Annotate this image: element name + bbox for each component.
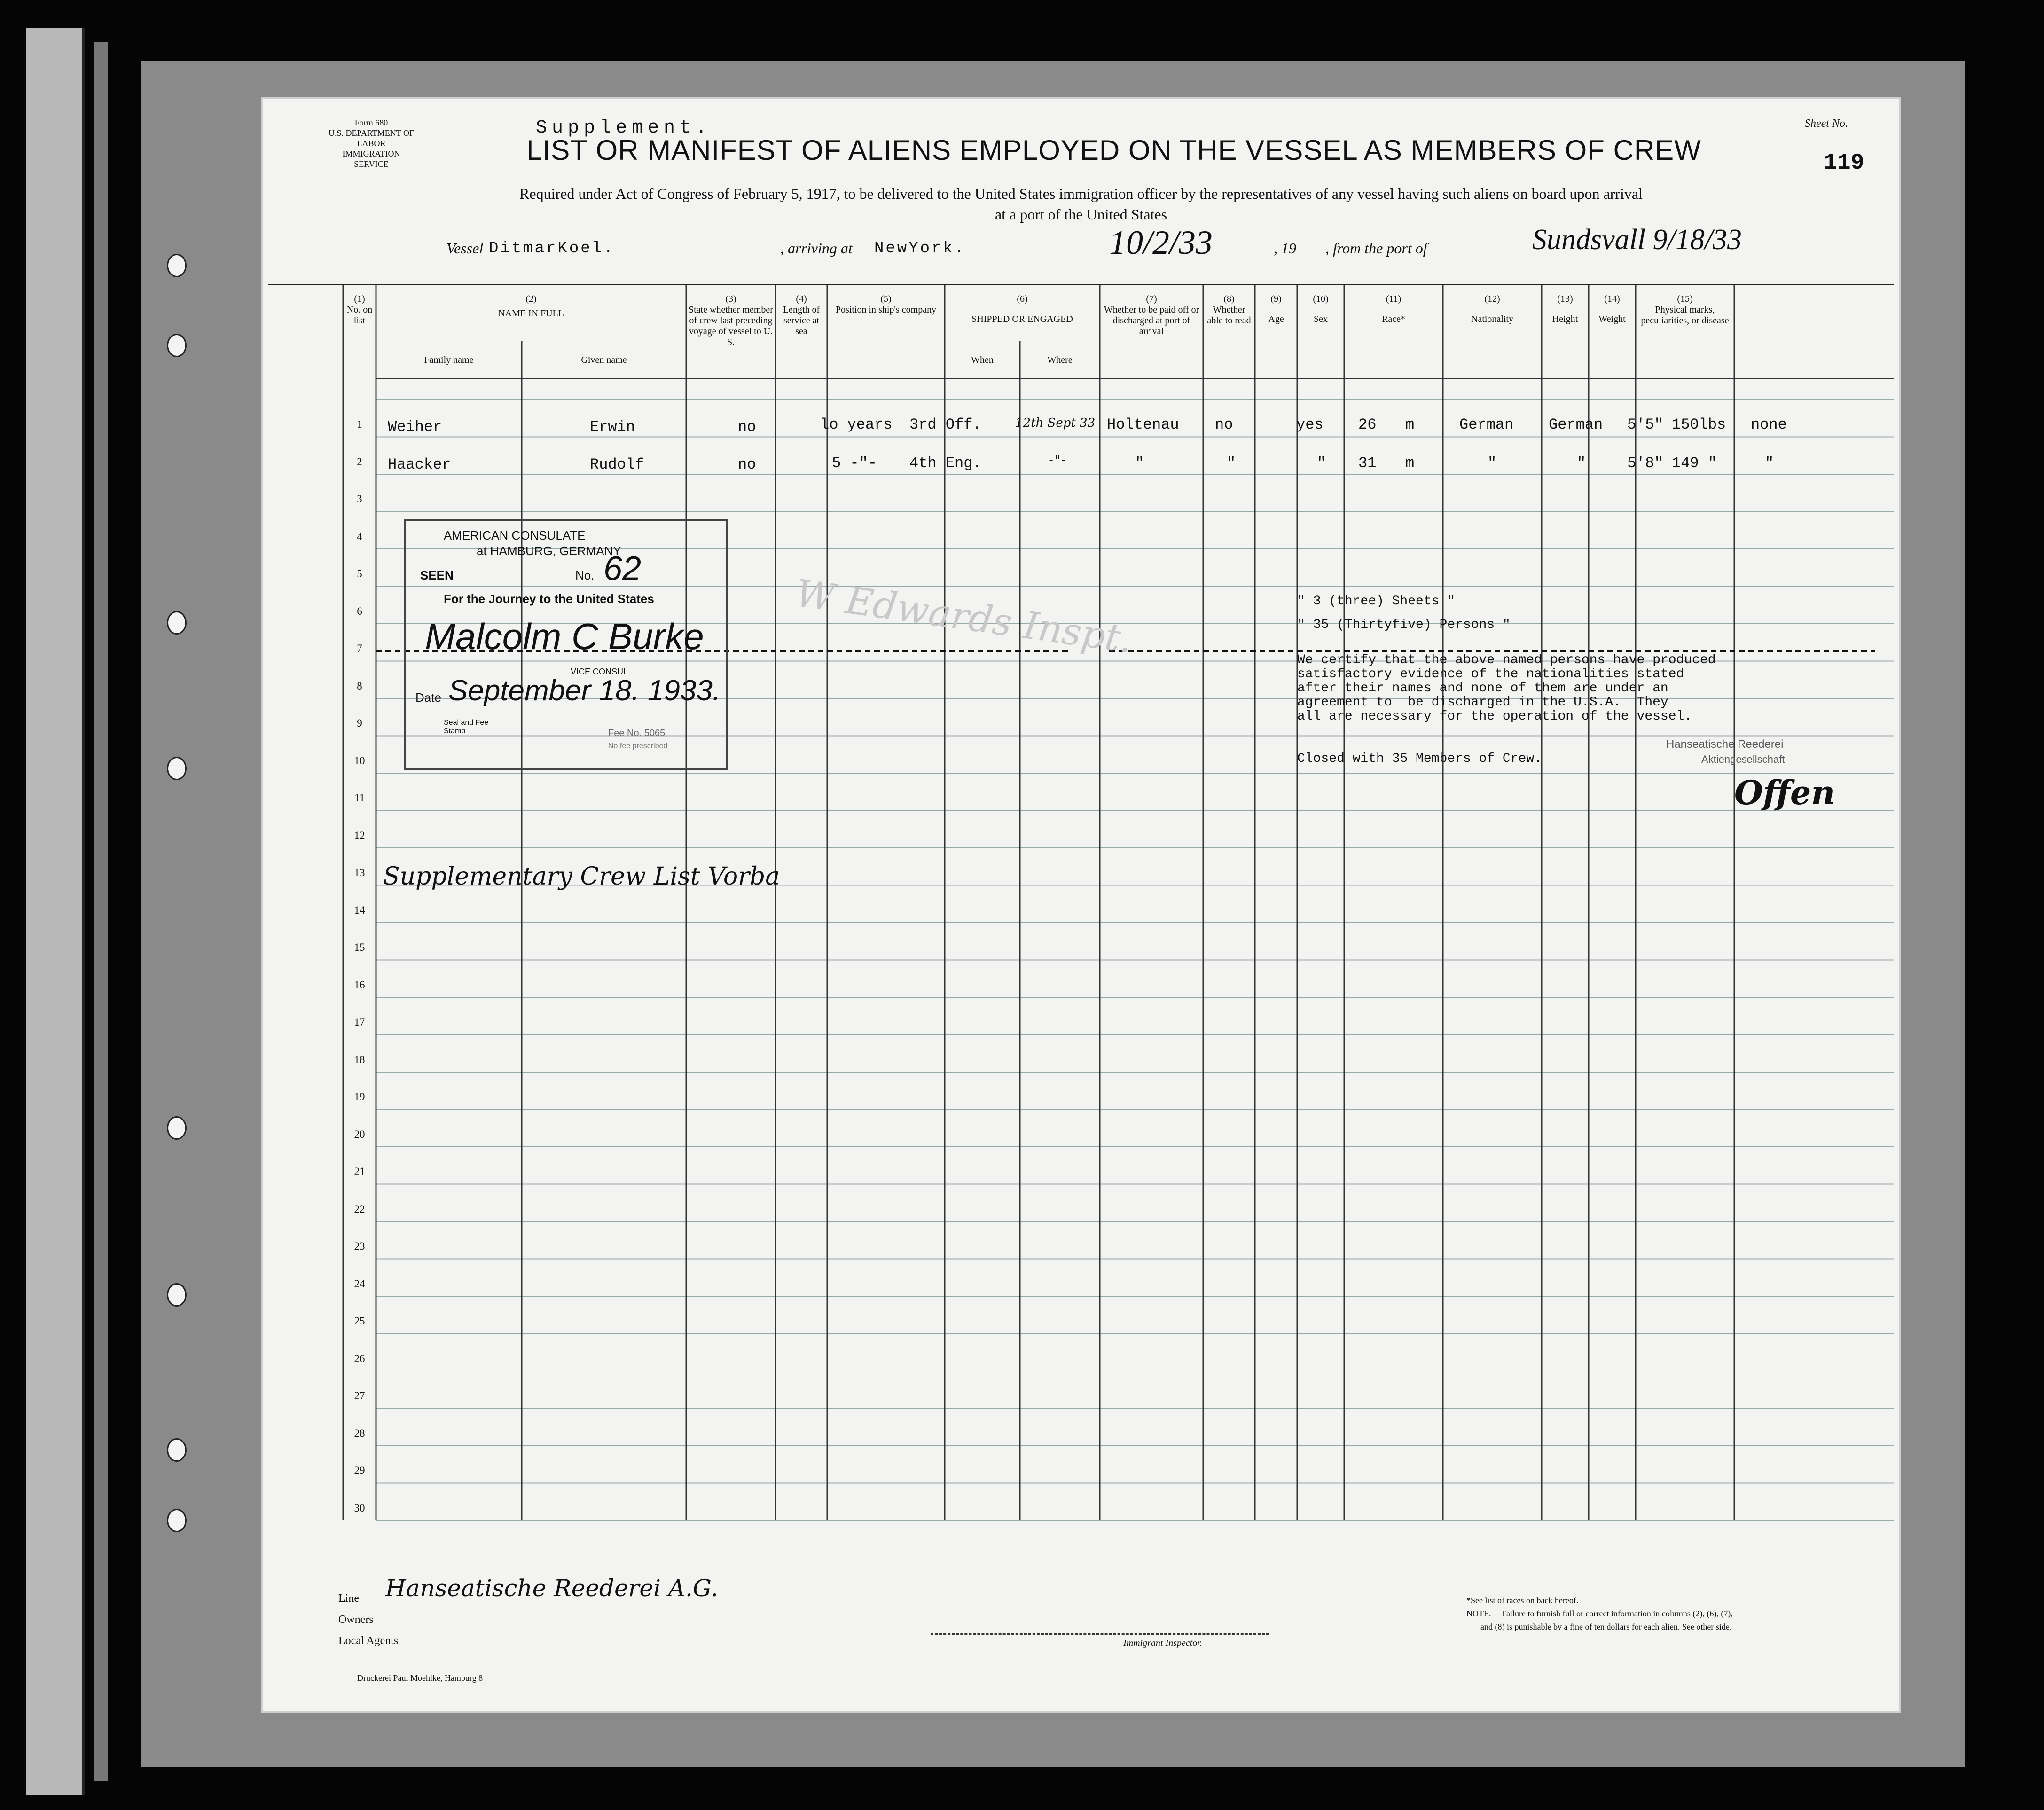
col-4-header: (4) Length of service at sea: [783, 294, 820, 337]
col-10-header: (10) Sex: [1313, 294, 1329, 324]
arrival-port: NewYork.: [874, 240, 966, 258]
from-port-label: , from the port of: [1325, 240, 1427, 257]
shipped-where: ": [1135, 454, 1144, 472]
company-signature: Offen: [1734, 773, 1835, 812]
year-suffix: , 19: [1274, 240, 1296, 257]
race: German: [1459, 416, 1514, 433]
department: U.S. DEPARTMENT OF LABOR: [329, 128, 414, 148]
immigrant-inspector-label: Immigrant Inspector.: [1123, 1638, 1202, 1648]
row-number: 14: [354, 904, 365, 916]
height: 5'5": [1627, 416, 1663, 433]
row-number: 24: [354, 1277, 365, 1290]
row-number: 18: [354, 1053, 365, 1066]
sheet-number: 119: [1824, 150, 1864, 176]
shipped-when: 12th Sept 33: [1015, 416, 1096, 430]
certification-line4: agreement to be discharged in the U.S.A. They: [1297, 695, 1668, 710]
row-number: 5: [357, 568, 362, 580]
age: 26: [1358, 416, 1377, 433]
col-1-header: (1) No. on list: [346, 294, 373, 326]
persons-count: " 35 (Thirtyfive) Persons ": [1297, 618, 1511, 632]
age: 31: [1358, 454, 1377, 472]
page-title: LIST OR MANIFEST OF ALIENS EMPLOYED ON THE VESSEL AS MEMBERS OF CREW: [526, 134, 1701, 166]
col-14-header: (14) Weight: [1598, 294, 1626, 324]
row-number: 4: [357, 530, 362, 542]
vessel-label: Vessel: [446, 240, 484, 257]
legal-requirement: [357, 183, 1805, 225]
inspector-signature-line: [931, 1633, 1269, 1635]
row-number: 7: [357, 643, 362, 654]
row-number: 11: [354, 792, 365, 804]
row-number: 30: [354, 1502, 365, 1514]
stamp-journey: For the Journey to the United States: [444, 592, 654, 606]
required-line2: at a port of the United States: [995, 206, 1167, 223]
company-stamp-line1: Hanseatische Reederei: [1666, 738, 1784, 751]
certification-line1: We certify that the above named persons have produced: [1297, 653, 1716, 667]
stamp-fee-note: No fee prescribed: [608, 742, 668, 750]
able-to-read: ": [1317, 454, 1326, 472]
when-header: When: [971, 355, 994, 365]
table-rules: [268, 284, 1894, 1579]
local-agents-label: Local Agents: [338, 1635, 399, 1647]
inspector-signature: W Edwards Inspt.: [793, 571, 1136, 662]
form-number: Form 680: [354, 118, 388, 127]
sheets-count: " 3 (three) Sheets ": [1297, 594, 1456, 609]
film-edge-strip: [94, 42, 108, 1781]
manifest-page: [263, 99, 1899, 1711]
row-number: 12: [354, 829, 365, 841]
col-12-header: (12) Nationality: [1471, 294, 1513, 324]
binder-hole: [167, 1509, 187, 1532]
last-voyage: no: [738, 456, 756, 473]
stamp-seen: SEEN: [420, 568, 454, 582]
company-stamp-line2: Aktiengesellschaft: [1701, 753, 1785, 765]
binder-hole: [167, 334, 187, 357]
last-voyage: no: [738, 418, 756, 436]
weight: 150lbs: [1672, 416, 1726, 433]
row-number: 23: [354, 1240, 365, 1252]
penalty-note-line2: and (8) is punishable by a fine of ten dollars for each alien. See other side.: [1480, 1622, 1732, 1631]
crew-table: [268, 284, 1894, 1579]
col-7-header: (7) Whether to be paid off or discharged at port of arrival: [1104, 294, 1199, 337]
stamp-date-label: Date: [415, 690, 441, 705]
height: 5'8": [1627, 454, 1663, 472]
nationality: ": [1577, 454, 1586, 472]
family-name-header: Family name: [424, 355, 474, 365]
voyage-line: [263, 224, 1899, 268]
service-length: 5 -"-: [832, 454, 877, 472]
col-5-header: (5) Position in ship's company: [835, 294, 937, 315]
col-6-header: (6) SHIPPED OR ENGAGED: [971, 294, 1073, 324]
row-number: 8: [357, 680, 362, 692]
row-number: 3: [357, 493, 362, 505]
form-id-block: [324, 118, 418, 169]
given-name: Rudolf: [590, 456, 644, 473]
row-number: 10: [354, 754, 365, 767]
binder-hole: [167, 1438, 187, 1462]
row-number: 26: [354, 1352, 365, 1364]
service-length: lo years: [820, 416, 893, 433]
binder-hole: [167, 1116, 187, 1140]
able-to-read: yes: [1296, 416, 1324, 433]
consulate-stamp: [404, 519, 728, 770]
race-footnote: *See list of races on back hereof.: [1466, 1596, 1579, 1605]
departure-port: Sundsvall 9/18/33: [1532, 224, 1742, 256]
sheet-no-label: Sheet No.: [1805, 118, 1848, 130]
shipped-when: -"-: [1048, 454, 1067, 466]
row-number: 13: [354, 867, 365, 878]
row-number: 15: [354, 941, 365, 953]
closed-statement: Closed with 35 Members of Crew.: [1297, 752, 1542, 766]
line-label: Line: [338, 1592, 359, 1605]
arriving-label: , arriving at: [780, 240, 853, 257]
stamp-location: at HAMBURG, GERMANY: [477, 544, 621, 558]
stamp-fee-no: Fee No. 5065: [608, 728, 666, 738]
sex: m: [1405, 454, 1415, 472]
stamp-seal-label: Seal and Fee Stamp: [444, 719, 489, 735]
sex: m: [1405, 416, 1415, 433]
paid-off: no: [1215, 416, 1233, 433]
col-15-header: (15) Physical marks, peculiarities, or disease: [1641, 294, 1729, 326]
col-2-header: (2) NAME IN FULL: [498, 294, 564, 319]
row-number: 21: [354, 1166, 365, 1177]
binder-hole: [167, 254, 187, 277]
certification-line2: satisfactory evidence of the nationalities stated: [1297, 667, 1684, 682]
row-number: 17: [354, 1016, 365, 1028]
row-number: 29: [354, 1465, 365, 1476]
shipped-where: Holtenau: [1107, 416, 1179, 433]
consul-signature: Malcolm C Burke: [425, 616, 704, 657]
stamp-vice-consul: VICE CONSUL: [571, 667, 628, 676]
binder-hole: [167, 757, 187, 780]
vessel-name: DitmarKoel.: [489, 240, 615, 258]
weight: 149 ": [1672, 454, 1717, 472]
service: IMMIGRATION SERVICE: [342, 149, 400, 169]
printer-imprint: Druckerei Paul Moehlke, Hamburg 8: [357, 1673, 483, 1683]
given-name: Erwin: [590, 418, 635, 436]
certification-line3: after their names and none of them are under an: [1297, 681, 1668, 696]
row-number: 27: [354, 1390, 365, 1402]
stamp-no-label: No.: [575, 568, 595, 582]
physical-marks: none: [1751, 416, 1787, 433]
line-value: Hanseatische Reederei A.G.: [385, 1575, 718, 1602]
certification-line5: all are necessary for the operation of the vessel.: [1297, 709, 1692, 724]
row-number: 22: [354, 1203, 365, 1215]
stamp-consulate: AMERICAN CONSULATE: [444, 528, 586, 542]
row-number: 28: [354, 1427, 365, 1439]
col-3-header: (3) State whether member of crew last preceding voyage of vessel to U. S.: [689, 294, 773, 347]
row-number: 20: [354, 1128, 365, 1140]
row-number: 1: [357, 418, 362, 430]
col-9-header: (9) Age: [1268, 294, 1284, 324]
col-11-header: (11) Race*: [1382, 294, 1405, 324]
arrival-date: 10/2/33: [1109, 224, 1213, 261]
where-header: Where: [1047, 355, 1073, 365]
required-line1: Required under Act of Congress of February 5, 1917, to be delivered to the United States immigration officer by the representatives of any vessel having such aliens on board upon arrival: [519, 185, 1643, 202]
penalty-note-line1: NOTE.— Failure to furnish full or correct information in columns (2), (6), (7),: [1466, 1609, 1733, 1618]
supplement-label: Supplement.: [536, 118, 712, 139]
row-number: 19: [354, 1091, 365, 1103]
row-number: 16: [354, 979, 365, 991]
supplementary-note: Supplementary Crew List Vorba: [383, 862, 780, 891]
family-name: Weiher: [388, 418, 442, 436]
owners-label: Owners: [338, 1614, 374, 1626]
binder-hole: [167, 1283, 187, 1307]
film-edge: [26, 28, 85, 1795]
col-13-header: (13) Height: [1552, 294, 1578, 324]
given-name-header: Given name: [581, 355, 627, 365]
stamp-no-value: 62: [603, 550, 642, 588]
paid-off: ": [1227, 454, 1236, 472]
physical-marks: ": [1765, 454, 1774, 472]
col-8-header: (8) Whether able to read: [1207, 294, 1251, 326]
row-number: 25: [354, 1315, 365, 1327]
row-number: 2: [357, 455, 362, 468]
row-number: 6: [357, 605, 362, 617]
race: ": [1488, 454, 1497, 472]
binder-hole: [167, 611, 187, 635]
position: 4th Eng.: [909, 454, 982, 472]
stamp-date-value: September 18. 1933.: [448, 674, 721, 707]
family-name: Haacker: [388, 456, 451, 473]
position: 3rd Off.: [909, 416, 982, 433]
nationality: German: [1549, 416, 1603, 433]
row-number: 9: [357, 717, 362, 729]
